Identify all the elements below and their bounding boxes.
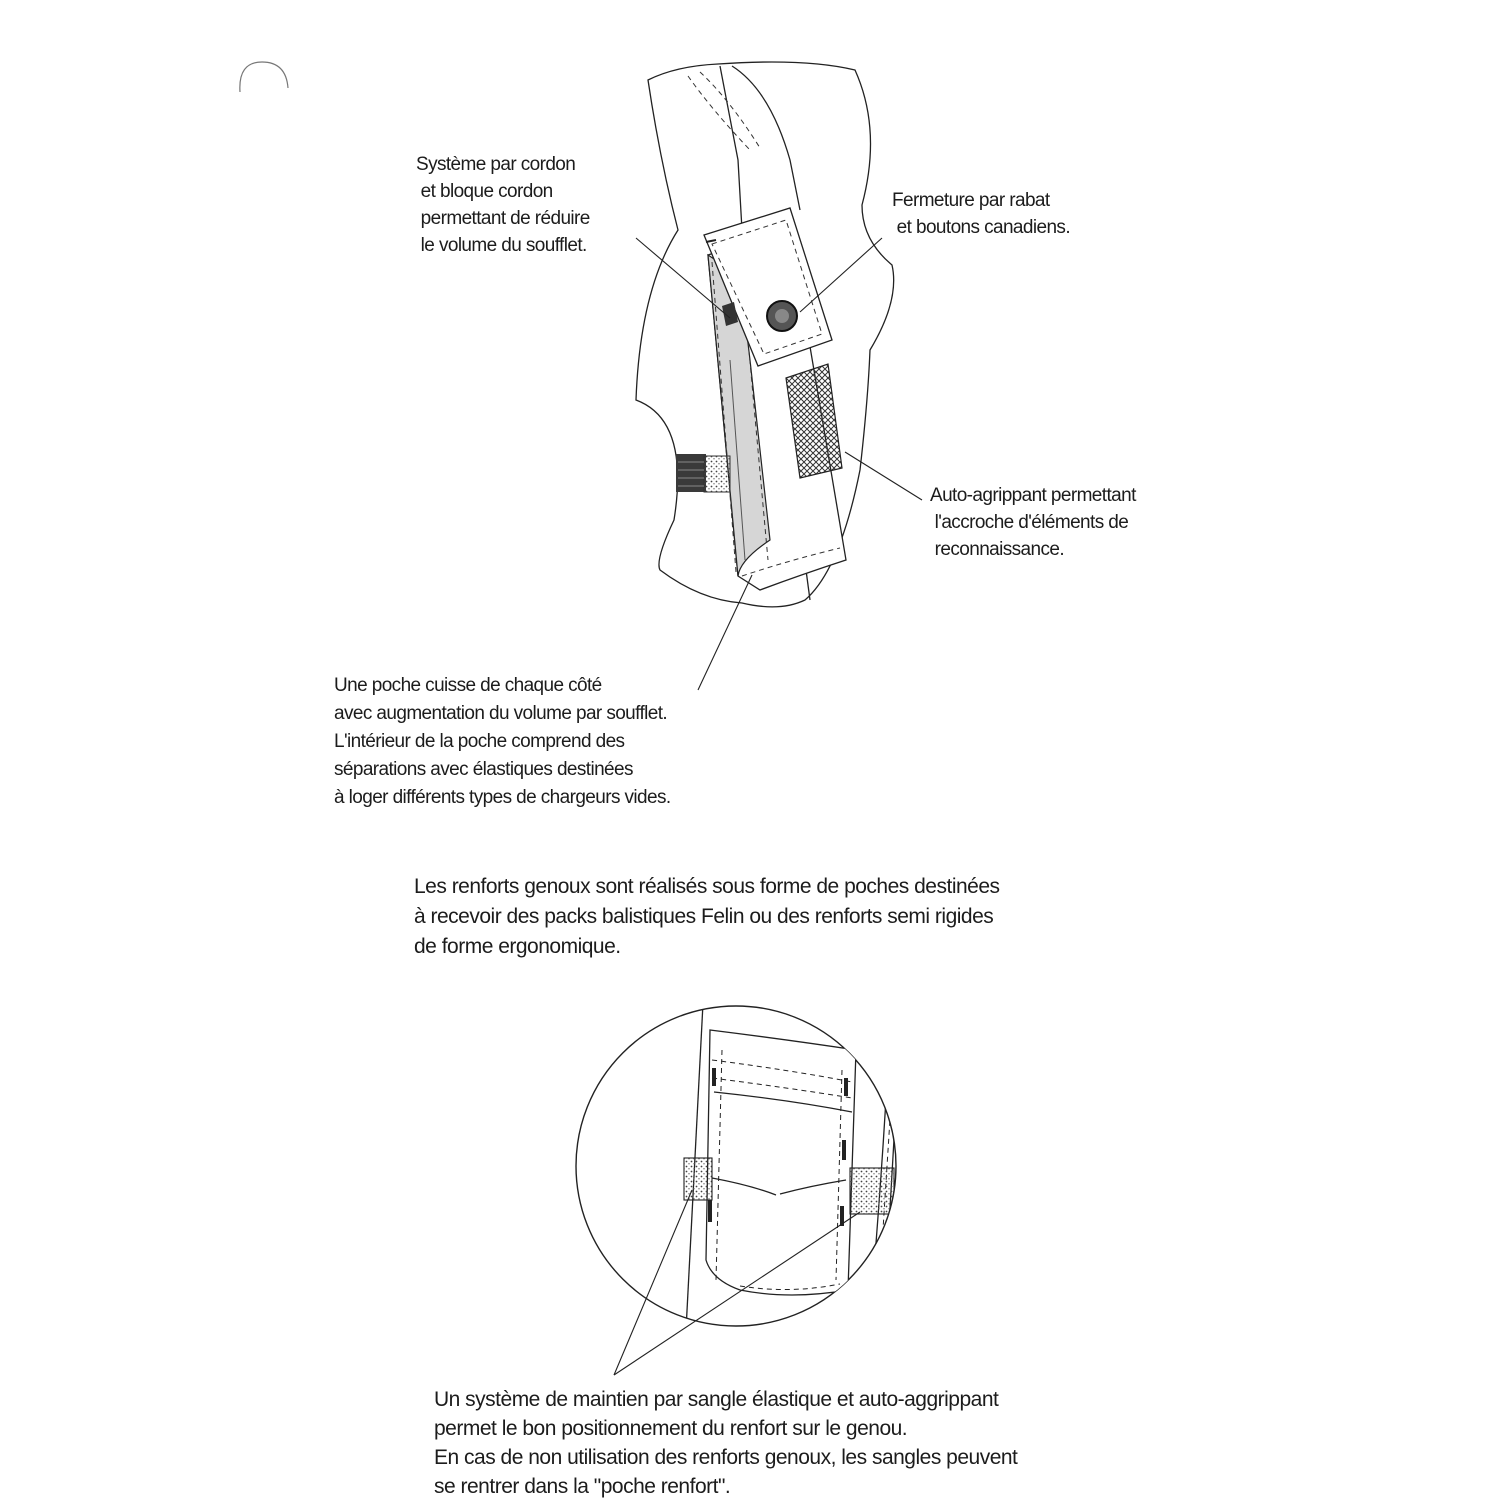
callout-knee-strap-system: Un système de maintien par sangle élastique et auto-aggrippant permet le bon positionnement du renfort sur le genou. En cas de non utilisation des renforts genoux, les sangles peuvent se rentrer dans la "poche renfort". xyxy=(434,1388,1018,1498)
knee-reinforcement-description: Les renforts genoux sont réalisés sous forme de poches destinées à recevoir des packs balistiques Felin ou des renforts semi rigides de forme ergonomique. xyxy=(414,875,1000,958)
callout-drawcord-system: Système par cordon et bloque cordon permettant de réduire le volume du soufflet. xyxy=(416,154,590,256)
callout-hook-and-loop: Auto-agrippant permettant l'accroche d'éléments de reconnaissance. xyxy=(930,485,1136,560)
knee-detail-circle xyxy=(576,984,900,1340)
corner-mark xyxy=(240,62,288,92)
leg-strap-buckle xyxy=(676,454,730,492)
callout-flap-closure: Fermeture par rabat et boutons canadiens. xyxy=(892,190,1070,238)
callout-thigh-pocket: Une poche cuisse de chaque côté avec augmentation du volume par soufflet. L'intérieur de la poche comprend des séparations avec élastiques destinées à loger différents types de chargeurs vides. xyxy=(334,675,671,808)
thigh-pocket xyxy=(704,208,846,590)
